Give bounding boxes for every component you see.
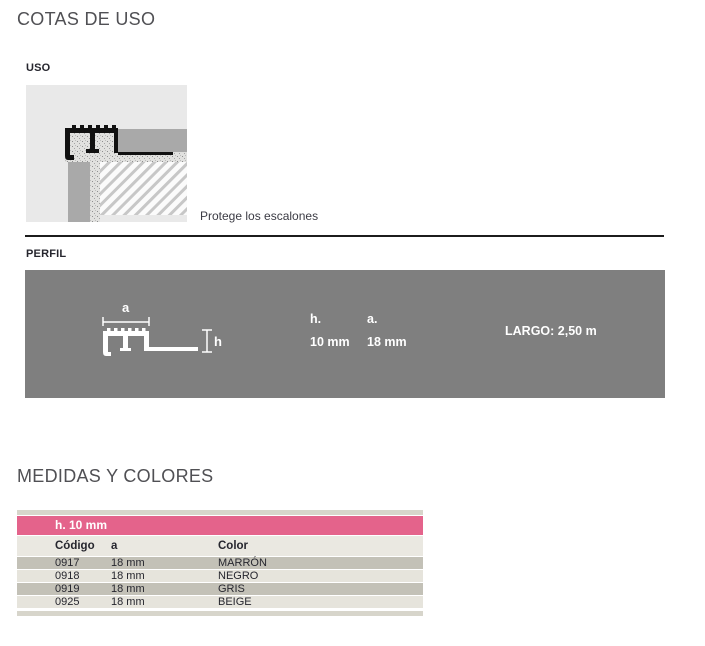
cell-color: BEIGE xyxy=(218,596,252,608)
medidas-colores-table xyxy=(17,510,423,616)
cell-color: MARRÓN xyxy=(218,557,267,569)
dimension-a-letter: a xyxy=(122,300,130,315)
dimension-h-line xyxy=(202,330,212,352)
substrate-hatch xyxy=(100,162,187,215)
uso-caption: Protege los escalones xyxy=(200,209,319,223)
table-row xyxy=(17,583,423,596)
cell-a: 18 mm xyxy=(111,570,145,582)
perfil-h-label: h. xyxy=(310,312,322,326)
cell-codigo: 0918 xyxy=(55,570,80,582)
table-row xyxy=(17,596,423,609)
perfil-panel xyxy=(25,270,665,398)
section-title-medidas-y-colores: MEDIDAS Y COLORES xyxy=(17,466,214,486)
cell-codigo: 0919 xyxy=(55,583,80,595)
cell-a: 18 mm xyxy=(111,557,145,569)
tread-tile xyxy=(118,129,187,152)
uso-label: USO xyxy=(26,62,51,74)
table-row xyxy=(17,557,423,570)
cell-a: 18 mm xyxy=(111,583,145,595)
riser-tile xyxy=(68,160,90,222)
cell-a: 18 mm xyxy=(111,596,145,608)
section-title-cotas-de-uso: COTAS DE USO xyxy=(17,9,156,29)
perfil-largo-value: LARGO: 2,50 m xyxy=(505,324,597,338)
uso-technical-diagram xyxy=(26,85,187,222)
table-group-header: h. 10 mm xyxy=(17,516,423,535)
column-header-color: Color xyxy=(218,540,249,552)
perfil-profile-drawing xyxy=(95,295,225,370)
cell-color: NEGRO xyxy=(218,570,259,582)
column-header-codigo: Código xyxy=(55,540,95,552)
column-header-a: a xyxy=(111,540,118,552)
horizontal-divider xyxy=(25,235,664,237)
cell-color: GRIS xyxy=(218,583,245,595)
perfil-a-value: 18 mm xyxy=(367,335,407,349)
profile-white xyxy=(103,328,198,356)
perfil-label: PERFIL xyxy=(26,248,67,260)
cell-codigo: 0917 xyxy=(55,557,80,569)
dimension-h-letter: h xyxy=(214,334,222,349)
table-top-strip xyxy=(17,510,423,515)
dimension-a-line xyxy=(103,317,149,326)
table-header-row xyxy=(17,536,423,556)
table-bottom-strip xyxy=(17,611,423,616)
perfil-a-label: a. xyxy=(367,312,378,326)
mortar-strip-vertical xyxy=(90,160,100,222)
perfil-h-value: 10 mm xyxy=(310,335,350,349)
table-row xyxy=(17,570,423,583)
cell-codigo: 0925 xyxy=(55,596,80,608)
